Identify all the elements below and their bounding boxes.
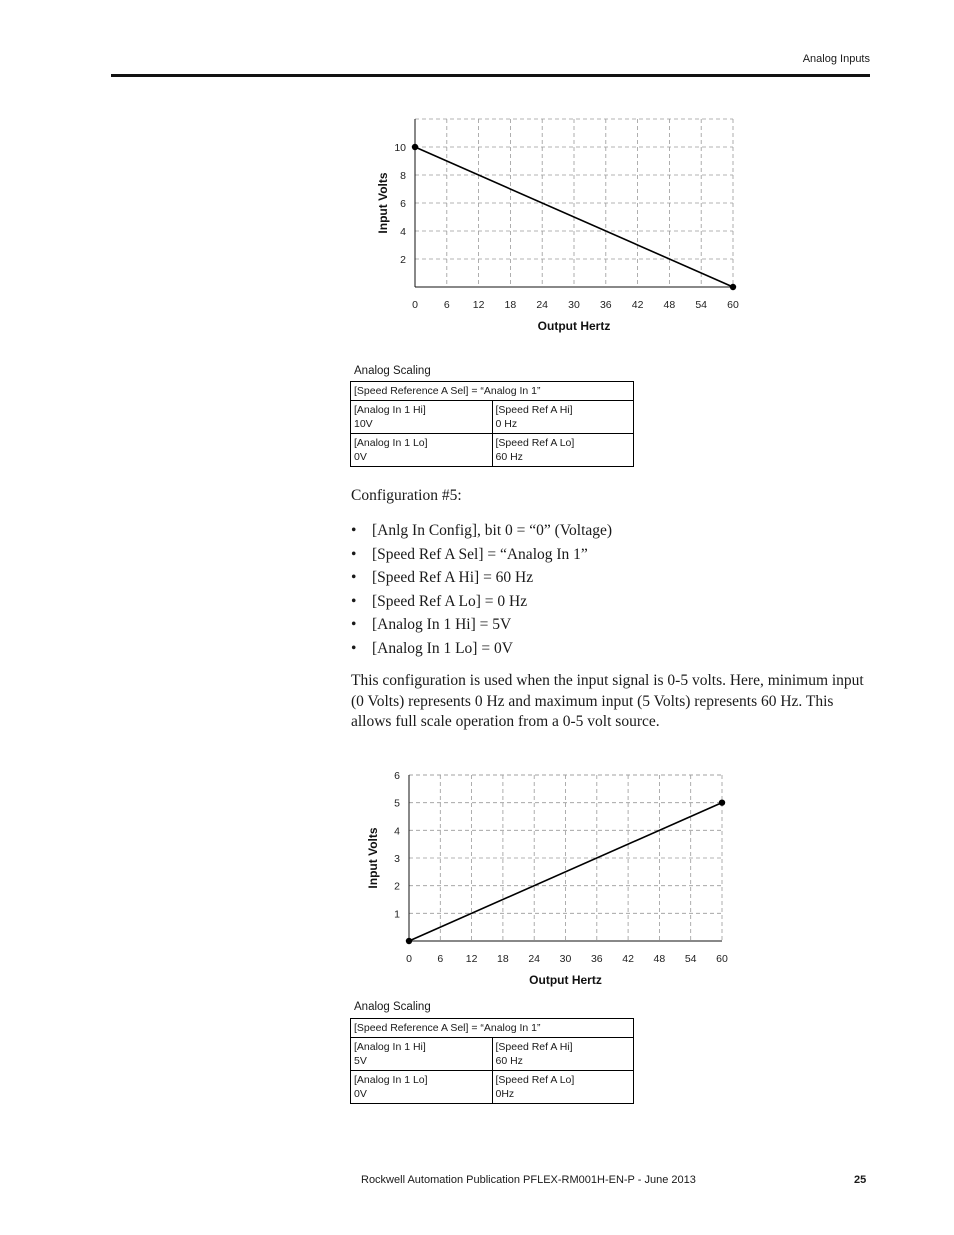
cell-label: [Speed Ref A Hi]: [495, 1041, 573, 1053]
cell-label: [Speed Ref A Lo]: [495, 1074, 575, 1086]
x-tick-label: 24: [528, 953, 541, 965]
x-tick-label: 6: [443, 299, 450, 311]
y-tick-label: 2: [400, 254, 406, 266]
y-tick-label: 4: [400, 226, 406, 238]
x-tick-label: 48: [663, 299, 676, 311]
scaling-table-header: [Speed Reference A Sel] = “Analog In 1”: [351, 382, 634, 401]
x-tick-label: 48: [653, 953, 666, 965]
x-tick-label: 30: [568, 299, 580, 311]
analog-scaling-caption: Analog Scaling: [354, 1001, 431, 1013]
cell-value: 60 Hz: [495, 451, 523, 463]
cell-value: 60 Hz: [495, 1055, 523, 1067]
list-item: • [Speed Ref A Sel] = “Analog In 1”: [351, 543, 612, 567]
cell-value: 0 Hz: [495, 418, 518, 430]
table-cell: [351, 1071, 493, 1104]
y-tick-label: 1: [394, 908, 400, 921]
list-item: • [Anlg In Config], bit 0 = “0” (Voltage): [351, 519, 612, 543]
scaling-table-header: [Speed Reference A Sel] = “Analog In 1”: [351, 1019, 634, 1038]
y-tick-label: 3: [394, 853, 400, 865]
cell-value: 5V: [354, 1055, 367, 1067]
x-tick-label: 6: [437, 953, 444, 965]
configuration-description: This configuration is used when the input signal is 0-5 volts. Here, minimum input (0 Volts) represents 0 Hz and maximum input (5 Volts) represents 60 Hz. This allows full scale operation from a 0-5 volt source.: [351, 672, 864, 730]
series-line: [409, 803, 722, 941]
table-cell: [492, 1038, 634, 1071]
data-point: [719, 799, 725, 805]
table-cell: [351, 1038, 493, 1071]
cell-value: 10V: [354, 418, 373, 430]
x-tick-label: 42: [622, 953, 634, 965]
cell-label: [Analog In 1 Hi]: [354, 1041, 426, 1053]
list-item: • [Speed Ref A Lo] = 0 Hz: [351, 590, 612, 614]
x-tick-label: 54: [684, 953, 697, 965]
page-number: 25: [854, 1174, 867, 1186]
y-tick-label: 4: [394, 825, 400, 838]
y-axis-title: Input Volts: [376, 172, 390, 234]
cell-label: [Speed Ref A Hi]: [495, 404, 573, 416]
cell-value: 0Hz: [495, 1088, 515, 1100]
cell-value: 0V: [354, 451, 367, 463]
y-tick-label: 5: [394, 797, 400, 810]
footer-publication: Rockwell Automation Publication PFLEX-RM001H-EN-P - June 2013: [361, 1174, 696, 1186]
cell-label: [Analog In 1 Lo]: [354, 437, 428, 449]
x-axis-title: Output Hertz: [529, 973, 602, 987]
y-tick-label: 2: [394, 880, 400, 893]
list-item: • [Speed Ref A Hi] = 60 Hz: [351, 566, 612, 590]
y-tick-label: 8: [400, 170, 406, 182]
y-tick-label: 6: [394, 770, 400, 782]
list-item: • [Analog In 1 Lo] = 0V: [351, 637, 612, 661]
analog-scaling-caption: Analog Scaling: [354, 365, 431, 377]
x-tick-label: 60: [727, 299, 739, 311]
cell-value: 0V: [354, 1088, 367, 1100]
x-tick-label: 18: [504, 299, 517, 311]
x-tick-label: 42: [631, 299, 644, 311]
x-tick-label: 54: [695, 299, 708, 311]
x-axis-title: Output Hertz: [537, 319, 611, 333]
cell-label: [Analog In 1 Hi]: [354, 404, 426, 416]
running-header: Analog Inputs: [802, 53, 870, 65]
y-axis-title: Input Volts: [366, 827, 380, 889]
cell-label: [Speed Ref A Lo]: [495, 437, 575, 449]
y-tick-label: 10: [394, 142, 406, 154]
x-tick-label: 12: [472, 299, 485, 311]
table-cell: [492, 1071, 634, 1104]
cell-label: [Analog In 1 Lo]: [354, 1074, 428, 1086]
x-tick-label: 36: [590, 953, 603, 965]
x-tick-label: 0: [406, 953, 412, 965]
x-tick-label: 12: [465, 953, 478, 965]
x-tick-label: 0: [412, 299, 418, 311]
analog-scaling-table: [350, 1018, 634, 1104]
x-tick-label: 60: [716, 953, 728, 965]
x-tick-label: 30: [559, 953, 572, 965]
x-tick-label: 36: [599, 299, 612, 311]
list-item: • [Analog In 1 Hi] = 5V: [351, 613, 612, 637]
x-tick-label: 18: [497, 953, 509, 965]
table-row: [351, 1071, 634, 1104]
x-tick-label: 24: [536, 299, 549, 311]
configuration-title: Configuration #5:: [351, 487, 462, 504]
table-row: [351, 1038, 634, 1071]
data-point: [406, 938, 412, 944]
y-tick-label: 6: [400, 198, 406, 210]
